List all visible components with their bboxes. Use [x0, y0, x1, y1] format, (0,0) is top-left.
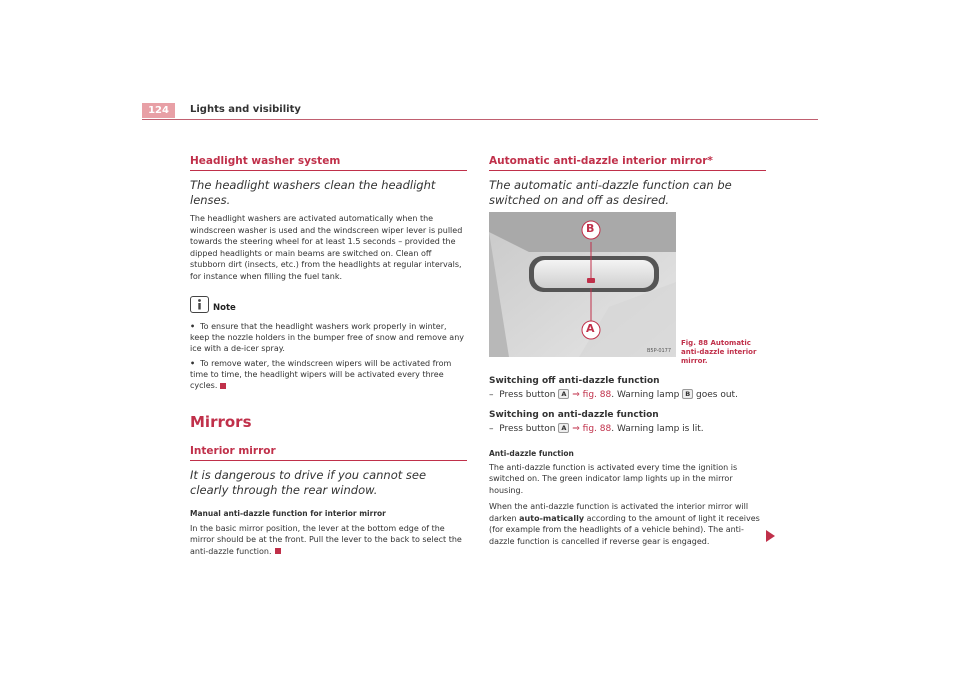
mirrors-title: Mirrors	[190, 413, 252, 431]
figure-caption: Fig. 88 Automatic anti-dazzle interior mirror.	[681, 339, 757, 365]
left-column	[190, 155, 467, 557]
note-label: Note	[213, 303, 236, 313]
interior-heading: Interior mirror	[190, 445, 276, 457]
note-bullet: • To remove water, the windscreen wipers will be activated from time to time, the headlight wipers will be activated every three cycles.	[190, 359, 452, 390]
next-page-arrow-icon[interactable]	[766, 530, 775, 542]
figure-label-a: A	[586, 322, 595, 335]
interior-rule	[190, 460, 467, 461]
page-number: 124	[142, 103, 175, 118]
end-mark	[220, 383, 226, 389]
switch-off-heading: Switching off anti-dazzle function	[489, 376, 660, 386]
interior-subhead: Manual anti-dazzle function for interior mirror	[190, 509, 386, 518]
figure-label-b: B	[586, 222, 595, 235]
switch-on-step: – Press button A ⇒ fig. 88. Warning lamp is lit.	[489, 424, 704, 434]
switch-off-step: – Press button A ⇒ fig. 88. Warning lamp B goes out.	[489, 390, 738, 400]
washer-body: The headlight washers are activated automatically when the windscreen washer is used and the windscreen wiper lever is pulled towards the steering wheel for at least 1.5 seconds – provided the dipped headlights or main beams are switched on. Clean off stubborn dirt (insects, etc.) from the headlights at regular intervals, for instance when filling the fuel tank.	[190, 214, 463, 281]
function-subhead: Anti-dazzle function	[489, 449, 574, 458]
interior-body: In the basic mirror position, the lever at the bottom edge of the mirror should be at the front. Pull the lever to the back to select the anti-dazzle function.	[190, 523, 462, 556]
auto-rule	[489, 170, 766, 171]
mirror-figure	[489, 212, 676, 357]
note-icon	[190, 296, 209, 313]
function-para-1: The anti-dazzle function is activated every time the ignition is switched on. The green indicator lamp lights up in the mirror housing.	[489, 462, 738, 495]
auto-heading: Automatic anti-dazzle interior mirror*	[489, 155, 713, 167]
header-rule	[142, 119, 818, 120]
figure-code: B5P-0177	[647, 348, 672, 354]
note-header	[190, 296, 467, 313]
button-a-badge: A	[558, 389, 569, 399]
switch-on-heading: Switching on anti-dazzle function	[489, 410, 659, 420]
fig-88-link[interactable]: ⇒ fig. 88	[572, 390, 612, 400]
right-column-lower	[489, 376, 769, 547]
running-head: Lights and visibility	[190, 104, 301, 115]
washer-heading: Headlight washer system	[190, 155, 341, 167]
right-column	[489, 155, 766, 213]
lamp-b-badge: B	[682, 389, 693, 399]
washer-lead: The headlight washers clean the headlight lenses.	[190, 178, 436, 207]
button-a-badge: A	[558, 423, 569, 433]
interior-lead: It is dangerous to drive if you cannot see clearly through the rear window.	[190, 468, 427, 497]
note-bullet: • To ensure that the headlight washers work properly in winter, keep the nozzle holders in the bumper free of snow and remove any ice with a de-icer spray.	[190, 322, 465, 353]
auto-lead: The automatic anti-dazzle function can be switched on and off as desired.	[489, 178, 732, 207]
end-mark	[275, 548, 281, 554]
washer-rule	[190, 170, 467, 171]
function-para-2: When the anti-dazzle function is activated the interior mirror will darken auto-matically according to the amount of light it receives (for example from the headlights of a vehicle behind). The anti-dazzle function is cancelled if reverse gear is engaged.	[489, 502, 760, 546]
fig-88-link[interactable]: ⇒ fig. 88	[572, 424, 612, 434]
